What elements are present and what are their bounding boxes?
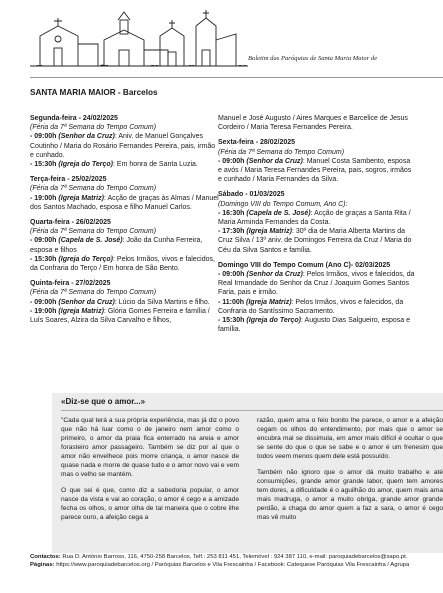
day-block [30, 279, 220, 325]
liturgical-week: (Féria da 7ª Semana do Tempo Comum) [218, 148, 345, 156]
quote-left-column [61, 416, 239, 529]
quote-right-column [257, 416, 443, 529]
quote-paragraph: O que sei é que, como diz a sabedoria popular, o amor nasce da vista e vai ao coração, o amor é cego e a amizade fecha os olhos, o amor olha de tal maneira que o cobre ilhe parece ouro, a afeição cega a [61, 487, 239, 521]
liturgical-week: (Domingo VIII do Tempo Comum, Ano C): [218, 200, 348, 208]
quote-paragraph: Também não ignoro que o amor dá muito trabalho e até consumições, grande amor grande labor, quem tem amores tem dores, a dificuldade é o aguilhão do amor, quem mais ama mais madruga, o amor a muito obriga, grande amor grande perdão, a chaga do amor quem a faz a sara, o amor é cego mas vê muito [257, 469, 443, 521]
footer-pages [30, 561, 409, 569]
liturgical-week: (Féria da 7ª Semana do Tempo Comum) [30, 185, 157, 193]
continuation-block [218, 114, 416, 132]
mass-entry: - 17:30h (Igreja Matriz): 30º dia de Maria Alberta Martins da Cruz Silva / 13º aniv. de Domingos Ferreira da Cruz / Maria do Céu da Silva Santos e família. [218, 228, 412, 254]
quote-title: «Diz-se que o amor...» [61, 397, 146, 406]
liturgical-week: (Féria da 7ª Semana do Tempo Comum) [30, 228, 157, 236]
day-heading: Quinta-feira - 27/02/2025 [30, 280, 111, 288]
mass-entry: - 15:30h (Igreja do Terço): Augusto Dias Salgueiro, esposa e família. [218, 317, 410, 334]
continuation-text: Manuel e José Augusto / Aires Marques e Barcelice de Jesus Cordeiro / Maria Teresa Fernandes Pereira. [218, 115, 408, 132]
bulletin-title: Boletim das Paróquias de Santa Maria Maior de [248, 55, 378, 62]
quote-paragraph: "Cada qual terá a sua própria experiência, mas já diz o povo que não há luar como o de janeiro nem amor como o primeiro, o amor da praia fica enterrado na areia e amor forasteiro amor passageiro. Também se diz por aí que o amor não envelhece pois morre criança, o amor nasce de quase nada e morre de quase tudo e o amor novo vai e vem mas o velho se mantém. [61, 417, 239, 478]
liturgical-week: (Féria da 7ª Semana do Tempo Comum) [30, 289, 157, 297]
mass-entry: - 09:00h (Capela de S. José): João da Cunha Ferreira, esposa e filhos [30, 237, 203, 254]
day-block [218, 261, 416, 335]
mass-entry: - 09:00h (Senhor da Cruz): Lúcio da Silva Martins e filho. [30, 298, 210, 306]
mass-entry: - 15:30h (Igreja do Terço): Em honra de Santa Luzia. [30, 161, 198, 169]
day-heading: Domingo VIII do Tempo Comum (Ano C)- 02/03/2025 [218, 261, 391, 269]
churches-drawing [0, 0, 443, 76]
liturgical-week: (Féria da 7ª Semana do Tempo Comum) [30, 124, 157, 132]
schedule-right-column [218, 114, 416, 340]
day-heading: Terça-feira - 25/02/2025 [30, 176, 107, 184]
pages-label: Páginas: [30, 562, 55, 569]
header-illustration [0, 0, 443, 76]
quote-divider [61, 410, 443, 411]
day-block [30, 218, 220, 273]
footer-contacts [30, 553, 409, 561]
mass-entry: - 16:30h (Capela de S. José): Acção de graças a Santa Rita / Maria Arminda Fernandes da Costa. [218, 209, 411, 227]
day-block [218, 190, 416, 254]
day-block [30, 175, 220, 212]
section-title: SANTA MARIA MAIOR - Barcelos [30, 88, 158, 97]
mass-entry: - 19:00h (Igreja Matriz): Glória Gomes Ferreira e família / Luís Soares, Alzira da Silva Carvalho e filhos, [30, 307, 210, 325]
mass-entry: - 09:00h (Senhor da Cruz): Pelos Irmãos, vivos e falecidos, da Real Irmandade do Senhor da Cruz / Joaquim Gomes Santos Faria, pais e irmão. [218, 271, 415, 297]
quote-paragraph: razão, quem ama o feio bonito lhe parece, o amor e a afeição cegam os olhos do entendimento, por mais que o amor se encubra mal se dissimula, em amor mais difícil é ocultar o que se sente do que o que se sabe e o amor é um frenesim que todos veem menos quem dele está possuído. [257, 417, 443, 460]
header-divider [30, 77, 443, 78]
mass-entry: - 11:00h (Igreja Matriz): Pelos Irmãos, vivos e falecidos, da Confraria do Santíssimo Sacramento. [218, 298, 404, 315]
day-block [218, 138, 416, 184]
contacts-text[interactable]: Rua D. António Barroso, 116, 4750-258 Barcelos, Telf.: 253 811 451, Telemóvel : 924 387 110, e-mail: paroquiadebarcelos@sapo.pt. [60, 554, 408, 560]
day-heading: Sexta-feira - 28/02/2025 [218, 139, 296, 147]
schedule-left-column [30, 114, 220, 331]
mass-entry: - 15:30h (Igreja do Terço): Pelos Irmãos, vivos e falecidos, da Confraria do Terço / Em honra de São Bento. [30, 255, 215, 273]
day-block [30, 114, 220, 169]
day-heading: Segunda-feira - 24/02/2025 [30, 115, 118, 122]
mass-entry: - 09:00h (Senhor da Cruz): Aniv. de Manuel Gonçalves Coutinho / Maria do Rosário Fernandes Pereira, pais, irmão e cunhado. [30, 133, 216, 159]
pages-links[interactable]: https://www.paroquiadebarcelos.org / Paróquias Barcelos e Vila Frescainha / Facebook: Catequese Paróquias Vila Frescainha / Agrupa [54, 562, 410, 569]
footer [30, 553, 409, 569]
day-heading: Sábado - 01/03/2025 [218, 191, 285, 199]
day-heading: Quarta-feira - 26/02/2025 [30, 219, 111, 227]
contacts-label: Contactos: [30, 554, 61, 560]
mass-entry: - 09:00h (Senhor da Cruz): Manuel Costa Sambento, esposa e avós / Maria Teresa Fernandes Pereira, pais, sogros, irmãos e cunhado / Maria Fernandes da Silva. [218, 157, 412, 184]
mass-entry: - 19:00h (Igreja Matriz): Acção de graças às Almas / Manuel dos Santos Machado, esposa e filho Manuel Carlos. [30, 194, 219, 211]
